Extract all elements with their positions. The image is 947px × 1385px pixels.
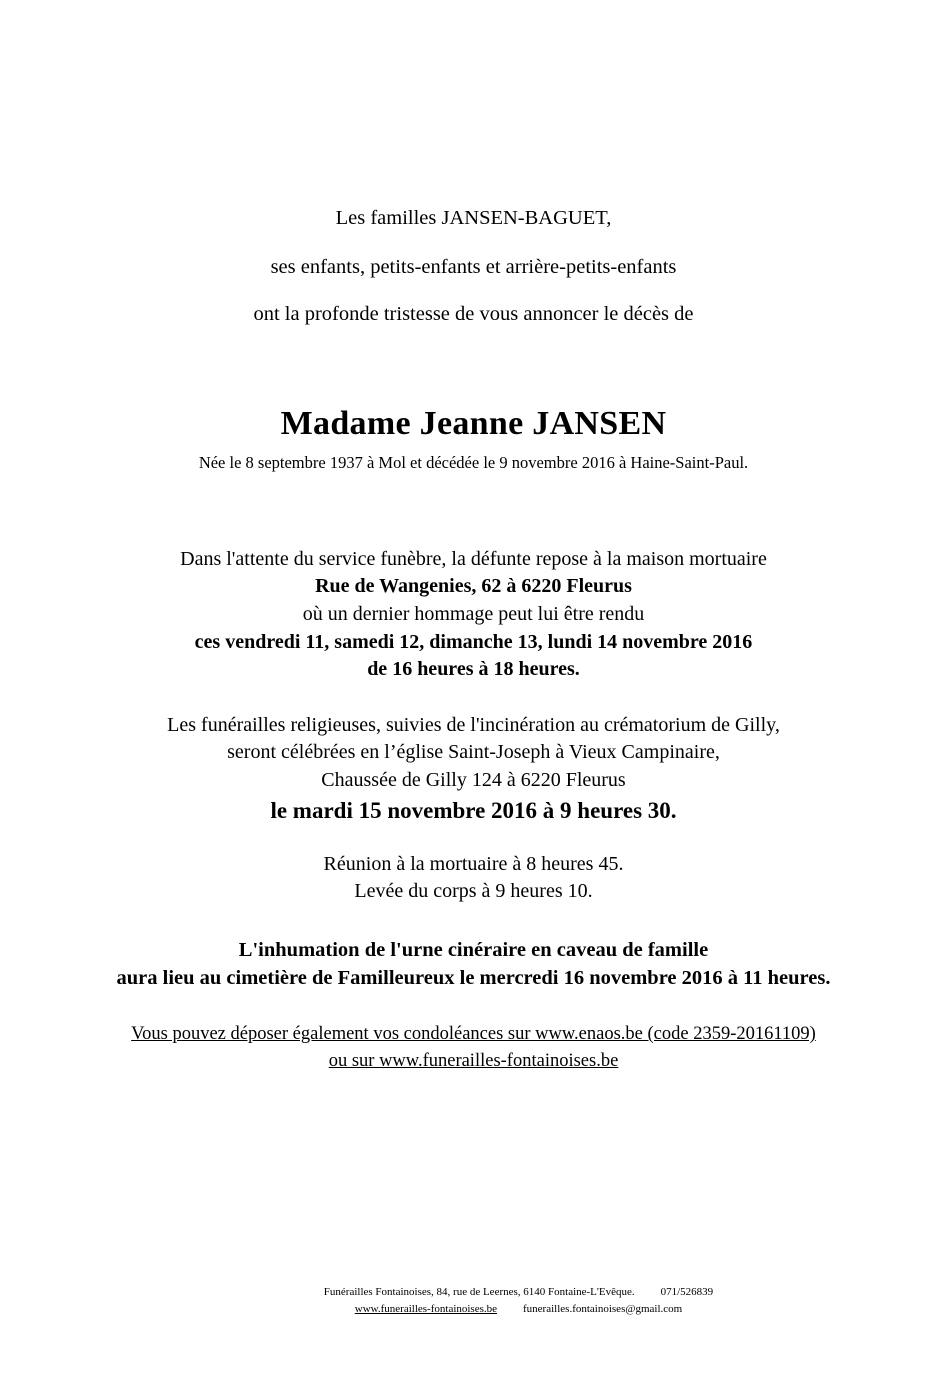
funeral-line-1: Les funérailles religieuses, suivies de l'incinération au crématorium de Gilly, — [167, 713, 780, 736]
descendants-line: ses enfants, petits-enfants et arrière-petits-enfants — [270, 255, 677, 278]
death-notice-document — [0, 208, 947, 1385]
funeral-line-3: Chaussée de Gilly 124 à 6220 Fleurus — [321, 769, 626, 792]
mortuary-days: ces vendredi 11, samedi 12, dimanche 13, lundi 14 novembre 2016 — [194, 630, 753, 653]
funeral-line-2: seront célébrées en l’église Saint-Joseph à Vieux Campinaire, — [227, 741, 720, 764]
footer-block — [0, 1284, 947, 1319]
gathering-block — [0, 851, 947, 906]
footer-agency: Funérailles Fontainoises, 84, rue de Leernes, 6140 Fontaine-L'Evêque. — [323, 1285, 635, 1298]
announcement-block — [0, 208, 947, 325]
announce-line: ont la profonde tristesse de vous annoncer le décès de — [253, 303, 694, 325]
deceased-block — [0, 405, 947, 473]
birth-death-line: Née le 8 septembre 1937 à Mol et décédée le 9 novembre 2016 à Haine-Saint-Paul. — [198, 452, 749, 472]
deceased-name: Madame Jeanne JANSEN — [280, 404, 667, 442]
footer-email[interactable]: funerailles.fontainoises@gmail.com — [523, 1303, 683, 1316]
funeral-block — [0, 712, 947, 824]
inhumation-block — [0, 936, 947, 993]
inhumation-line-1: L'inhumation de l'urne cinéraire en caveau de famille — [238, 938, 709, 961]
mortuary-line-2: où un dernier hommage peut lui être rendu — [302, 603, 645, 626]
mortuary-block — [0, 546, 947, 684]
footer-phone: 071/526839 — [660, 1285, 714, 1298]
mortuary-address: Rue de Wangenies, 62 à 6220 Fleurus — [315, 575, 632, 598]
mortuary-hours: de 16 heures à 18 heures. — [367, 658, 580, 681]
condolences-line-2[interactable]: ou sur www.funerailles-fontainoises.be — [328, 1051, 619, 1072]
inhumation-line-2: aura lieu au cimetière de Familleureux le mercredi 16 novembre 2016 à 11 heures. — [116, 967, 831, 990]
families-line: Les familles JANSEN-BAGUET, — [335, 207, 612, 229]
gathering-line-1: Réunion à la mortuaire à 8 heures 45. — [323, 852, 624, 875]
gathering-line-2: Levée du corps à 9 heures 10. — [354, 880, 593, 903]
funeral-datetime: le mardi 15 novembre 2016 à 9 heures 30. — [270, 797, 677, 823]
condolences-block — [0, 1021, 947, 1075]
footer-website[interactable]: www.funerailles-fontainoises.be — [354, 1303, 498, 1316]
condolences-line-1[interactable]: Vous pouvez déposer également vos condoléances sur www.enaos.be (code 2359-20161109) — [131, 1024, 816, 1045]
mortuary-line-1: Dans l'attente du service funèbre, la défunte repose à la maison mortuaire — [180, 547, 767, 570]
